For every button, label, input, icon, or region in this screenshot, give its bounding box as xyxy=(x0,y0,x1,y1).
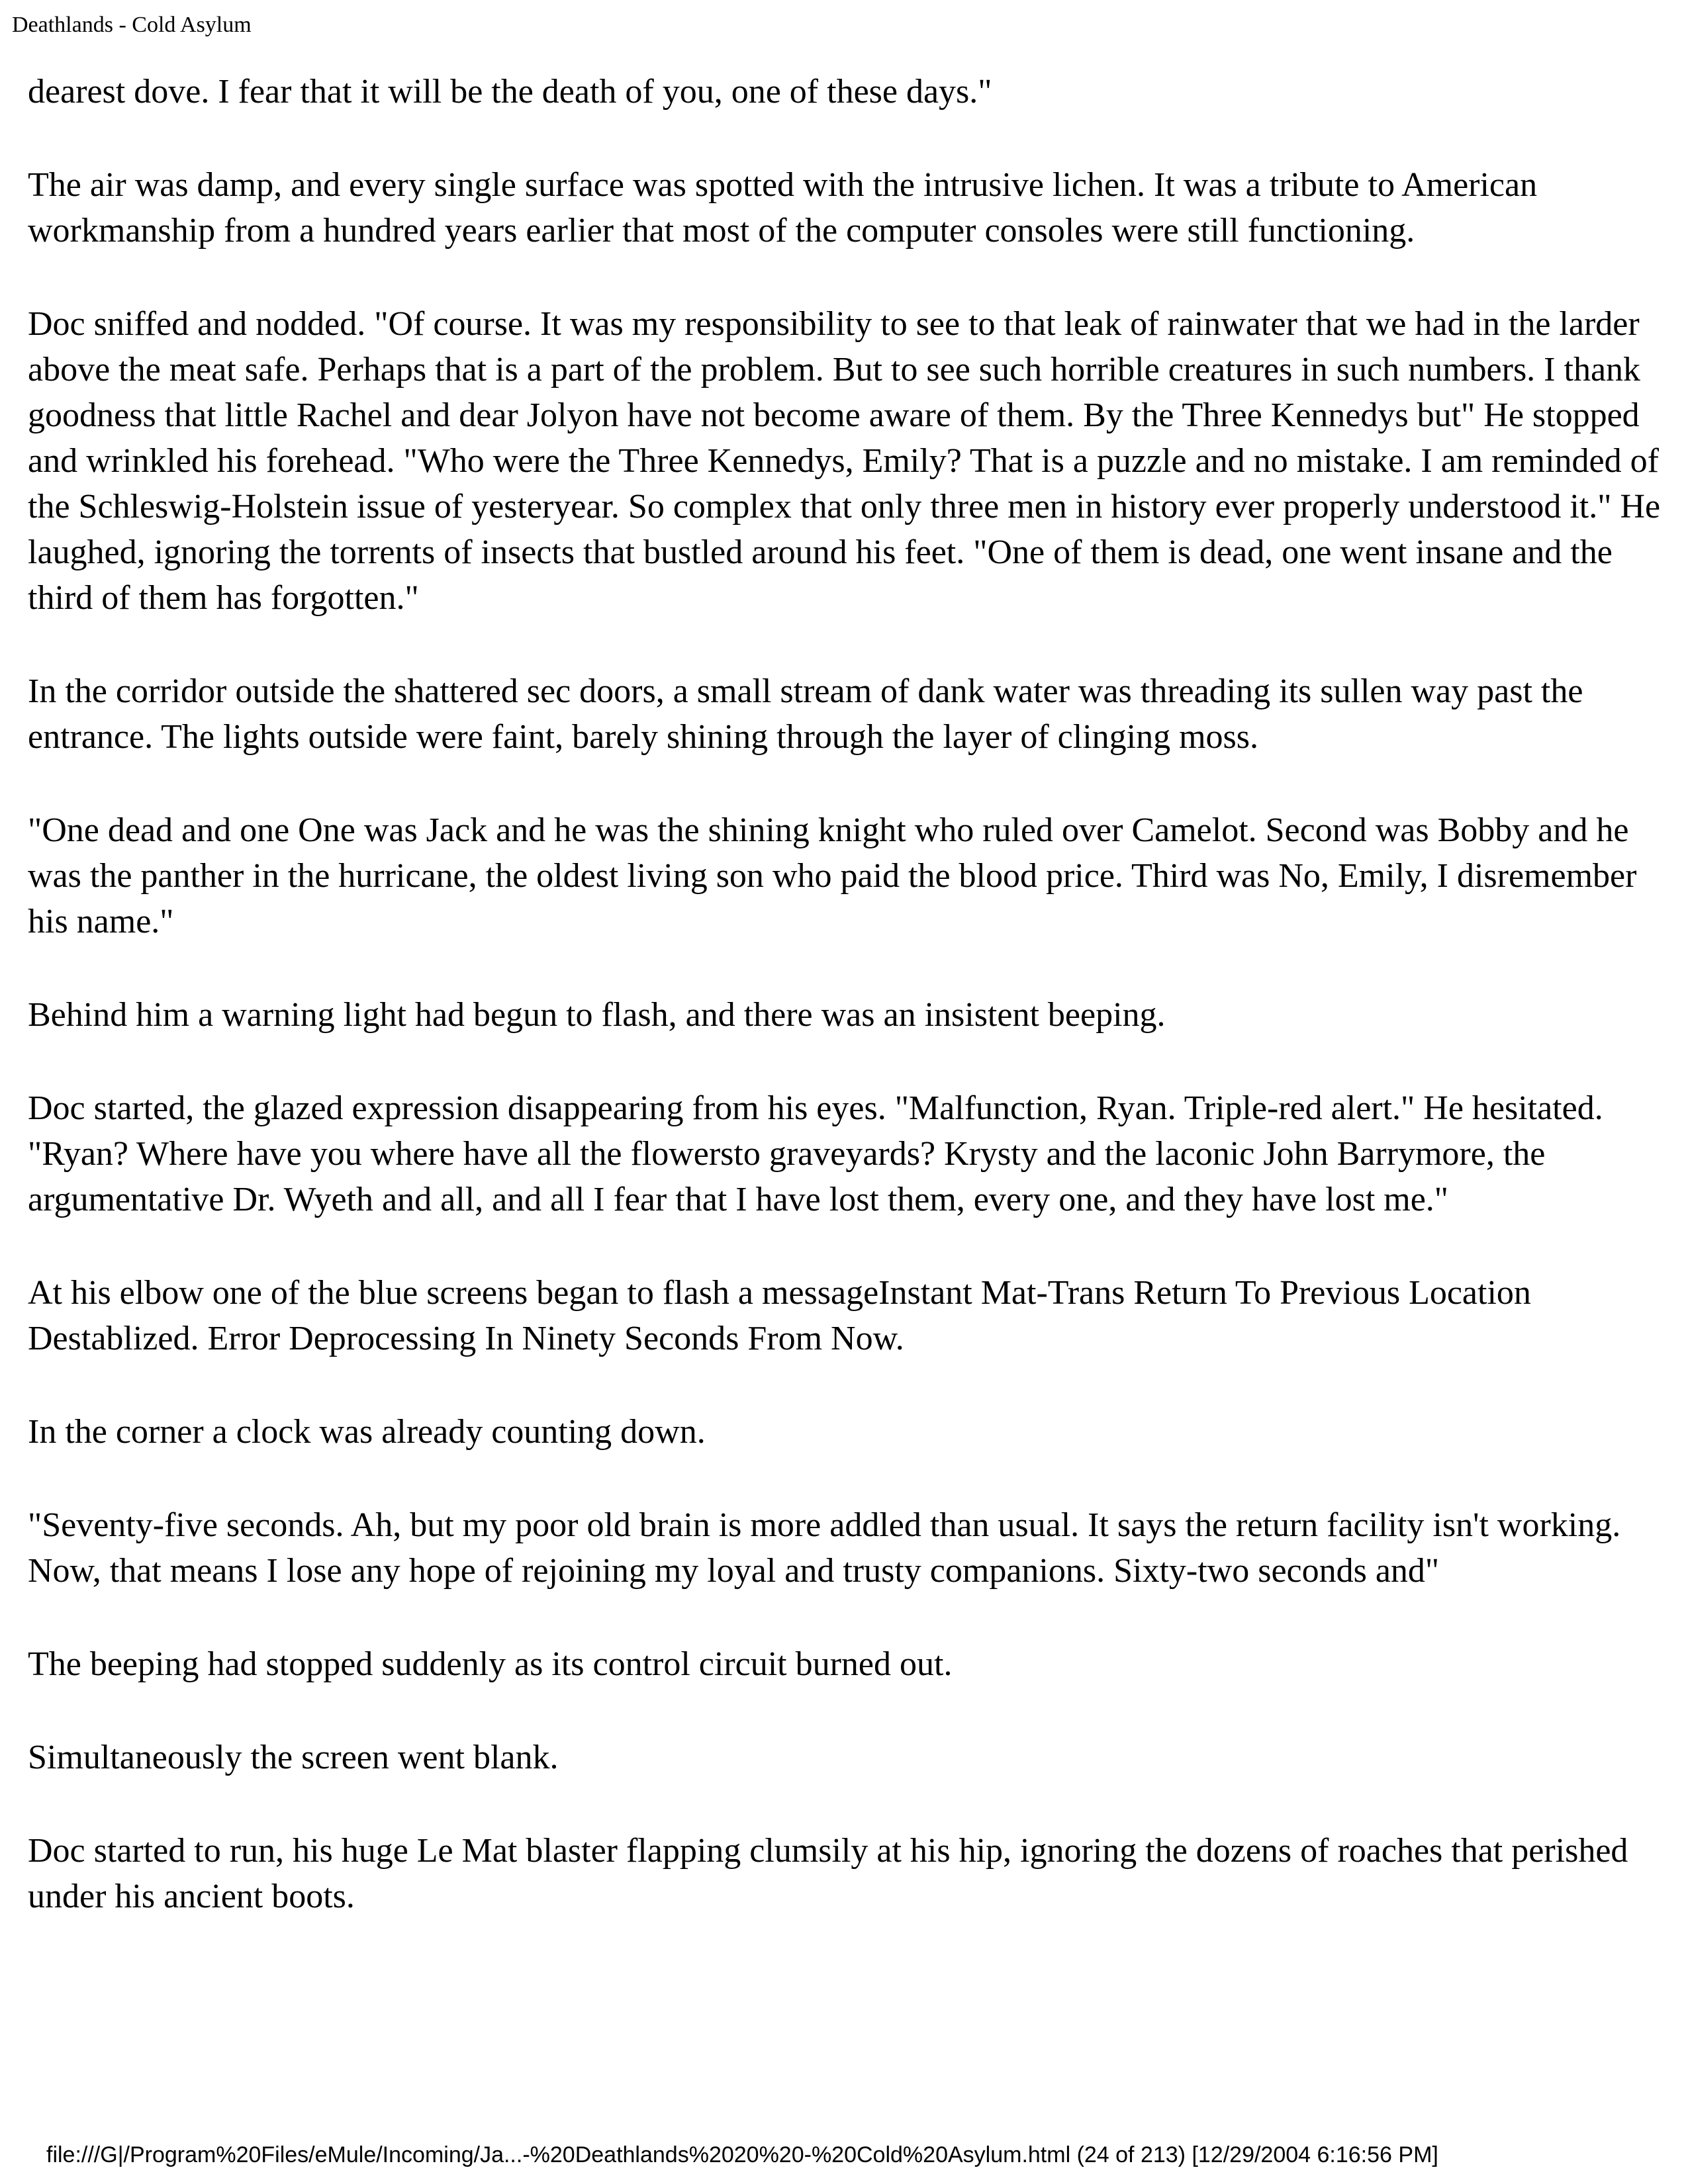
page-footer-url: file:///G|/Program%20Files/eMule/Incoming/Ja...-%20Deathlands%2020%20-%20Cold%20Asylum.html (24 of 213) [12/29/2004 6:16:56 PM] xyxy=(46,2142,1438,2167)
paragraph-8: At his elbow one of the blue screens began to flash a messageInstant Mat-Trans Return To Previous Location Destablized. Error Deprocessing In Ninety Seconds From Now. xyxy=(28,1274,1531,1357)
paragraph-11: The beeping had stopped suddenly as its control circuit burned out. xyxy=(28,1645,953,1683)
paragraph-2: The air was damp, and every single surface was spotted with the intrusive lichen. It was a tribute to American workmanship from a hundred years earlier that most of the computer consoles were still functioning. xyxy=(28,166,1538,250)
paragraph-6: Behind him a warning light had begun to flash, and there was an insistent beeping. xyxy=(28,996,1166,1034)
paragraph-13: Doc started to run, his huge Le Mat blaster flapping clumsily at his hip, ignoring the dozens of roaches that perished under his ancient boots. xyxy=(28,1832,1628,1915)
paragraph-1: dearest dove. I fear that it will be the death of you, one of these days." xyxy=(28,73,992,111)
page-header-title: Deathlands - Cold Asylum xyxy=(12,13,252,37)
document-body xyxy=(28,69,1663,1967)
paragraph-5: "One dead and one One was Jack and he was the shining knight who ruled over Camelot. Second was Bobby and he was the panther in the hurricane, the oldest living son who paid the blood price. Third was No, Emily, I disremember his name." xyxy=(28,811,1637,940)
paragraph-10: "Seventy-five seconds. Ah, but my poor old brain is more addled than usual. It says the return facility isn't working. Now, that means I lose any hope of rejoining my loyal and trusty companions. Sixty-two seconds and" xyxy=(28,1506,1621,1590)
paragraph-7: Doc started, the glazed expression disappearing from his eyes. "Malfunction, Ryan. Triple-red alert." He hesitated. "Ryan? Where have you where have all the flowersto graveyards? Krysty and the laconic John Barrymore, the argumentative Dr. Wyeth and all, and all I fear that I have lost them, every one, and they have lost me." xyxy=(28,1089,1603,1218)
paragraph-3: Doc sniffed and nodded. "Of course. It was my responsibility to see to that leak of rainwater that we had in the larder above the meat safe. Perhaps that is a part of the problem. But to see such horrible creatures in such numbers. I thank goodness that little Rachel and dear Jolyon have not become aware of them. By the Three Kennedys but" He stopped and wrinkled his forehead. "Who were the Three Kennedys, Emily? That is a puzzle and no mistake. I am reminded of the Schleswig-Holstein issue of yesteryear. So complex that only three men in history ever properly understood it." He laughed, ignoring the torrents of insects that bustled around his feet. "One of them is dead, one went insane and the third of them has forgotten." xyxy=(28,305,1661,617)
paragraph-12: Simultaneously the screen went blank. xyxy=(28,1739,559,1776)
paragraph-4: In the corridor outside the shattered sec doors, a small stream of dank water was threading its sullen way past the entrance. The lights outside were faint, barely shining through the layer of clinging moss. xyxy=(28,672,1583,756)
paragraph-9: In the corner a clock was already counting down. xyxy=(28,1413,706,1451)
